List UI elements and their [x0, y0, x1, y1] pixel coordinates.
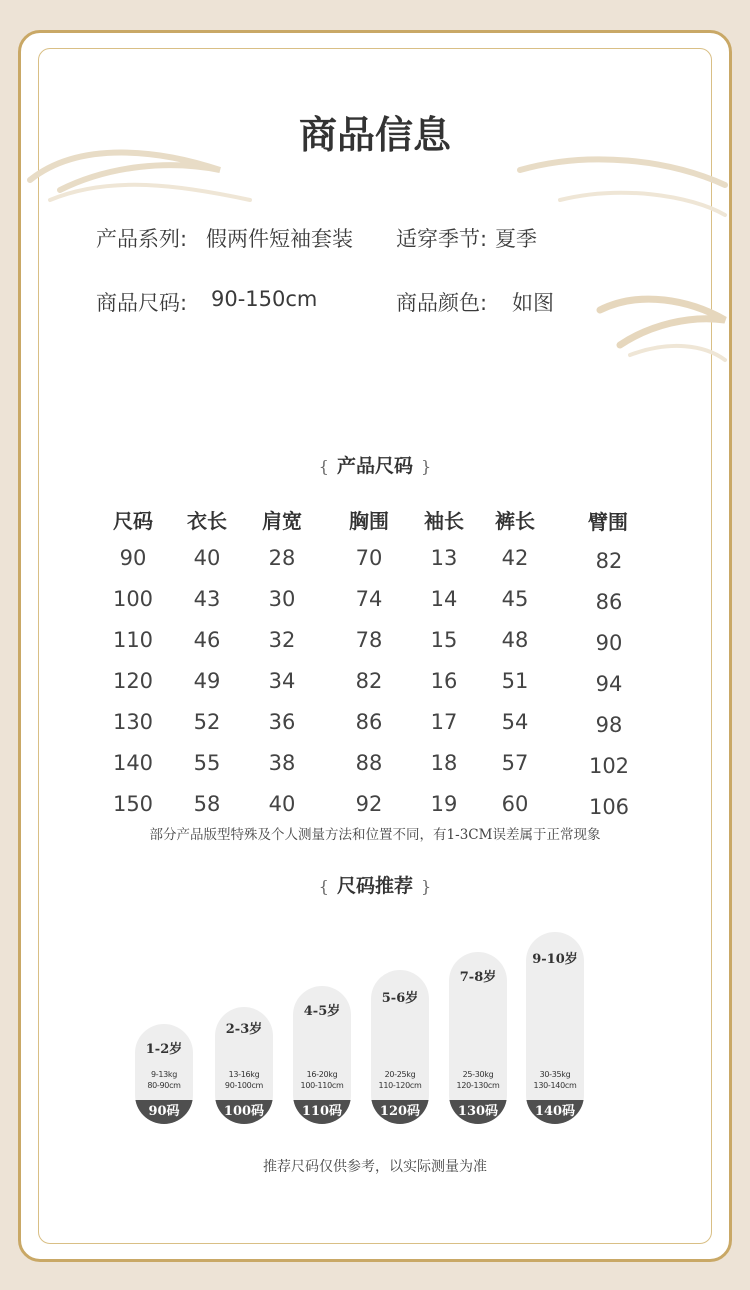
weight-range: 30-35kg [539, 1070, 571, 1079]
weight-range: 20-25kg [384, 1070, 416, 1079]
size-recommendation-card [526, 932, 584, 1124]
age-range: 1-2岁 [145, 1042, 183, 1057]
table-cell: 30 [268, 587, 296, 611]
table-cell: 17 [430, 710, 458, 734]
recommend-section-title [0, 871, 750, 898]
recommend-section-title-text: 尺码推荐 [336, 875, 413, 897]
measurement-note: 部分产品版型特殊及个人测量方法和位置不同，有1-3CM误差属于正常现象 [149, 827, 601, 843]
table-header: 胸围 [349, 509, 389, 533]
table-cell: 60 [501, 792, 529, 816]
size-tag: 110码 [293, 1100, 351, 1124]
color-value: 如图 [512, 291, 554, 315]
weight-range: 9-13kg [150, 1070, 178, 1079]
table-cell: 40 [268, 792, 296, 816]
height-range: 100-110cm [300, 1081, 344, 1090]
size-tag: 120码 [371, 1100, 429, 1124]
weight-range: 13-16kg [228, 1070, 260, 1079]
page-title: 商品信息 [298, 112, 451, 157]
table-header: 肩宽 [262, 509, 302, 533]
color-label: 商品颜色: [396, 291, 488, 315]
table-cell: 57 [501, 751, 529, 775]
size-tag: 130码 [449, 1100, 507, 1124]
table-cell: 15 [430, 628, 458, 652]
age-range: 4-5岁 [303, 1004, 341, 1019]
open-bracket: { [318, 457, 329, 476]
table-cell: 40 [193, 546, 221, 570]
height-range: 130-140cm [533, 1081, 577, 1090]
table-cell: 14 [430, 587, 458, 611]
table-cell: 28 [268, 546, 296, 570]
table-cell: 32 [268, 628, 296, 652]
size-recommendation-card [215, 1007, 273, 1124]
size-recommendation-card [449, 952, 507, 1124]
weight-range: 25-30kg [462, 1070, 494, 1079]
age-range: 5-6岁 [381, 991, 419, 1006]
weight-range: 16-20kg [306, 1070, 338, 1079]
table-cell: 34 [268, 669, 296, 693]
table-cell: 55 [193, 751, 221, 775]
table-cell: 45 [501, 587, 529, 611]
table-cell: 70 [355, 546, 383, 570]
age-range: 2-3岁 [225, 1022, 263, 1037]
table-header: 裤长 [495, 509, 535, 533]
size-recommendation-card [135, 1024, 193, 1124]
table-header: 衣长 [187, 509, 227, 533]
table-cell: 90 [119, 546, 147, 570]
table-cell: 150 [112, 792, 154, 816]
table-cell: 92 [355, 792, 383, 816]
table-cell: 58 [193, 792, 221, 816]
table-cell: 74 [355, 587, 383, 611]
age-range: 9-10岁 [532, 952, 578, 967]
table-cell: 48 [501, 628, 529, 652]
series-value: 假两件短袖套装 [206, 227, 353, 251]
table-cell: 54 [501, 710, 529, 734]
table-cell: 52 [193, 710, 221, 734]
size-recommendation-card [371, 970, 429, 1124]
table-cell: 120 [112, 669, 154, 693]
table-cell: 90 [595, 631, 623, 655]
season-label: 适穿季节: [396, 227, 488, 251]
table-cell: 51 [501, 669, 529, 693]
table-cell: 102 [588, 754, 630, 778]
table-cell: 86 [595, 590, 623, 614]
table-cell: 19 [430, 792, 458, 816]
height-range: 80-90cm [147, 1081, 181, 1090]
age-range: 7-8岁 [459, 970, 497, 985]
table-cell: 49 [193, 669, 221, 693]
table-cell: 94 [595, 672, 623, 696]
size-tag: 100码 [215, 1100, 273, 1124]
height-range: 90-100cm [224, 1081, 264, 1090]
table-header: 袖长 [424, 509, 464, 533]
table-cell: 43 [193, 587, 221, 611]
table-cell: 18 [430, 751, 458, 775]
size-tag: 90码 [135, 1100, 193, 1124]
table-cell: 106 [588, 795, 630, 819]
table-cell: 78 [355, 628, 383, 652]
size-section-title [0, 451, 750, 478]
table-header: 臂围 [588, 510, 628, 534]
height-range: 120-130cm [456, 1081, 500, 1090]
season-value: 夏季 [495, 227, 537, 251]
close-bracket: } [421, 877, 432, 896]
open-bracket: { [318, 877, 329, 896]
table-cell: 140 [112, 751, 154, 775]
table-cell: 130 [112, 710, 154, 734]
height-range: 110-120cm [378, 1081, 422, 1090]
table-cell: 42 [501, 546, 529, 570]
size-value: 90-150cm [211, 287, 318, 311]
table-header: 尺码 [113, 509, 153, 533]
table-cell: 88 [355, 751, 383, 775]
size-section-title-text: 产品尺码 [336, 455, 413, 477]
table-cell: 86 [355, 710, 383, 734]
series-label: 产品系列: [96, 227, 188, 251]
table-cell: 110 [112, 628, 154, 652]
table-cell: 82 [595, 549, 623, 573]
table-cell: 13 [430, 546, 458, 570]
table-cell: 46 [193, 628, 221, 652]
recommend-footer-note: 推荐尺码仅供参考，以实际测量为准 [263, 1159, 487, 1175]
table-cell: 100 [112, 587, 154, 611]
size-tag: 140码 [526, 1100, 584, 1124]
size-label: 商品尺码: [96, 291, 188, 315]
table-cell: 98 [595, 713, 623, 737]
close-bracket: } [421, 457, 432, 476]
table-cell: 38 [268, 751, 296, 775]
table-cell: 36 [268, 710, 296, 734]
table-cell: 82 [355, 669, 383, 693]
size-recommendation-card [293, 986, 351, 1124]
table-cell: 16 [430, 669, 458, 693]
